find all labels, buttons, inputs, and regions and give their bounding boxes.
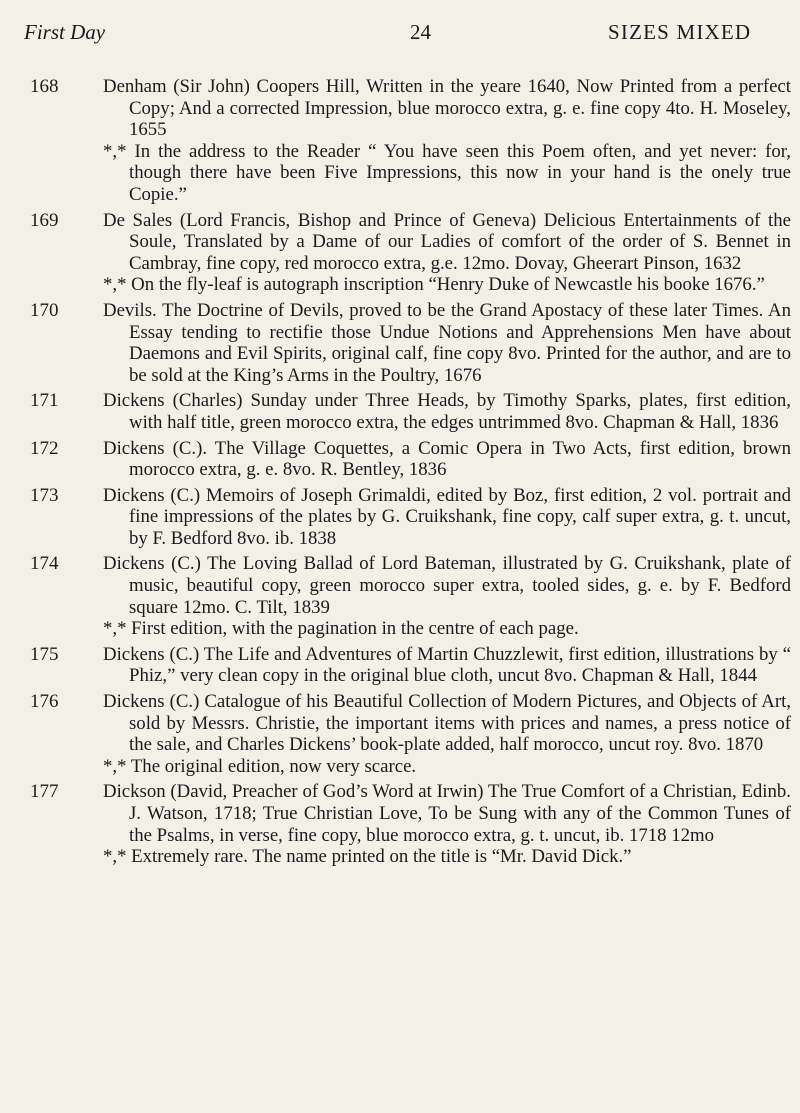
lot-entry-174 — [0, 553, 800, 639]
lot-description: Devils. The Doctrine of Devils, proved to be the Grand Apostacy of these later Times. An Essay tending to rectifie those Undue Notions and Apprehensions Men have about Daemons and Evil Spirits, original calf, fine copy 8vo. Printed for the author, and are to be sold at the King’s Arms in the Poultry, 1676 — [103, 299, 791, 386]
day-heading: First Day — [24, 20, 106, 44]
lot-number: 171 — [30, 390, 59, 412]
section-heading: SIZES MIXED — [608, 20, 752, 44]
lot-entry-171 — [0, 390, 800, 433]
lot-description: Dickens (C.) The Loving Ballad of Lord Bateman, illustrated by G. Cruikshank, plate of music, beautiful copy, green morocco super extra, tooled sides, g. e. by F. Bedford square 12mo. C. Tilt, 1839 — [103, 553, 791, 618]
catalogue-listing — [0, 76, 800, 872]
lot-entry-172 — [0, 438, 800, 481]
lot-entry-169 — [0, 210, 800, 296]
lot-note: *,* In the address to the Reader “ You have seen this Poem often, and yet never: for, though there have been Five Impressions, this now in your hand is the onely true Copie.” — [103, 140, 791, 205]
lot-entry-177 — [0, 781, 800, 867]
lot-note: *,* Extremely rare. The name printed on the title is “Mr. David Dick.” — [103, 846, 632, 868]
lot-note: *,* The original edition, now very scarce. — [103, 755, 417, 777]
lot-description: Denham (Sir John) Coopers Hill, Written in the yeare 1640, Now Printed from a perfect Copy; And a corrected Impression, blue morocco extra, g. e. fine copy 4to. H. Moseley, 1655 — [103, 76, 791, 141]
lot-description: Dickens (C.) The Life and Adventures of Martin Chuzzlewit, first edition, illustrations by “ Phiz,” very clean copy in the original blue cloth, uncut 8vo. Chapman & Hall, 1844 — [103, 643, 791, 687]
lot-number: 168 — [30, 76, 59, 97]
lot-number: 172 — [30, 437, 59, 459]
lot-entry-176 — [0, 691, 800, 777]
lot-number: 177 — [30, 781, 59, 803]
lot-description: Dickens (C.) Catalogue of his Beautiful Collection of Modern Pictures, and Objects of Art, sold by Messrs. Christie, the important items with prices and names, a press notice of the sale, and Charles Dickens’ book-plate added, half morocco, uncut roy. 8vo. 1870 — [103, 691, 791, 756]
lot-number: 173 — [30, 484, 59, 506]
lot-entry-173 — [0, 485, 800, 550]
lot-entry-170 — [0, 300, 800, 386]
lot-description: De Sales (Lord Francis, Bishop and Prince of Geneva) Delicious Entertainments of the Soule, Translated by a Dame of our Ladies of comfort of the order of S. Bennet in Cambray, fine copy, red morocco extra, g.e. 12mo. Dovay, Gheerart Pinson, 1632 — [103, 209, 791, 274]
lot-number: 175 — [30, 643, 59, 665]
lot-entry-175 — [0, 644, 800, 687]
lot-number: 170 — [30, 299, 59, 321]
lot-description: Dickens (C.). The Village Coquettes, a Comic Opera in Two Acts, first edition, brown morocco extra, g. e. 8vo. R. Bentley, 1836 — [103, 437, 791, 481]
lot-number: 169 — [30, 209, 59, 231]
lot-note: *,* First edition, with the pagination in the centre of each page. — [103, 618, 579, 640]
page-header — [0, 20, 800, 50]
lot-description: Dickens (C.) Memoirs of Joseph Grimaldi, edited by Boz, first edition, 2 vol. portrait and fine impressions of the plates by G. Cruikshank, fine copy, calf super extra, g. t. uncut, by F. Bedford 8vo. ib. 1838 — [103, 484, 791, 549]
lot-description: Dickens (Charles) Sunday under Three Heads, by Timothy Sparks, plates, first edition, with half title, green morocco extra, the edges untrimmed 8vo. Chapman & Hall, 1836 — [103, 390, 791, 433]
lot-note: *,* On the fly-leaf is autograph inscription “Henry Duke of Newcastle his booke 1676.” — [103, 274, 765, 296]
lot-entry-168 — [0, 76, 800, 206]
lot-number: 174 — [30, 553, 59, 575]
lot-description: Dickson (David, Preacher of God’s Word at Irwin) The True Comfort of a Christian, Edinb. J. Watson, 1718; True Christian Love, To be Sung with any of the Common Tunes of the Psalms, in verse, fine copy, blue morocco extra, g. t. uncut, ib. 1718 12mo — [103, 781, 791, 846]
page-number: 24 — [410, 20, 431, 44]
lot-number: 176 — [30, 691, 59, 713]
